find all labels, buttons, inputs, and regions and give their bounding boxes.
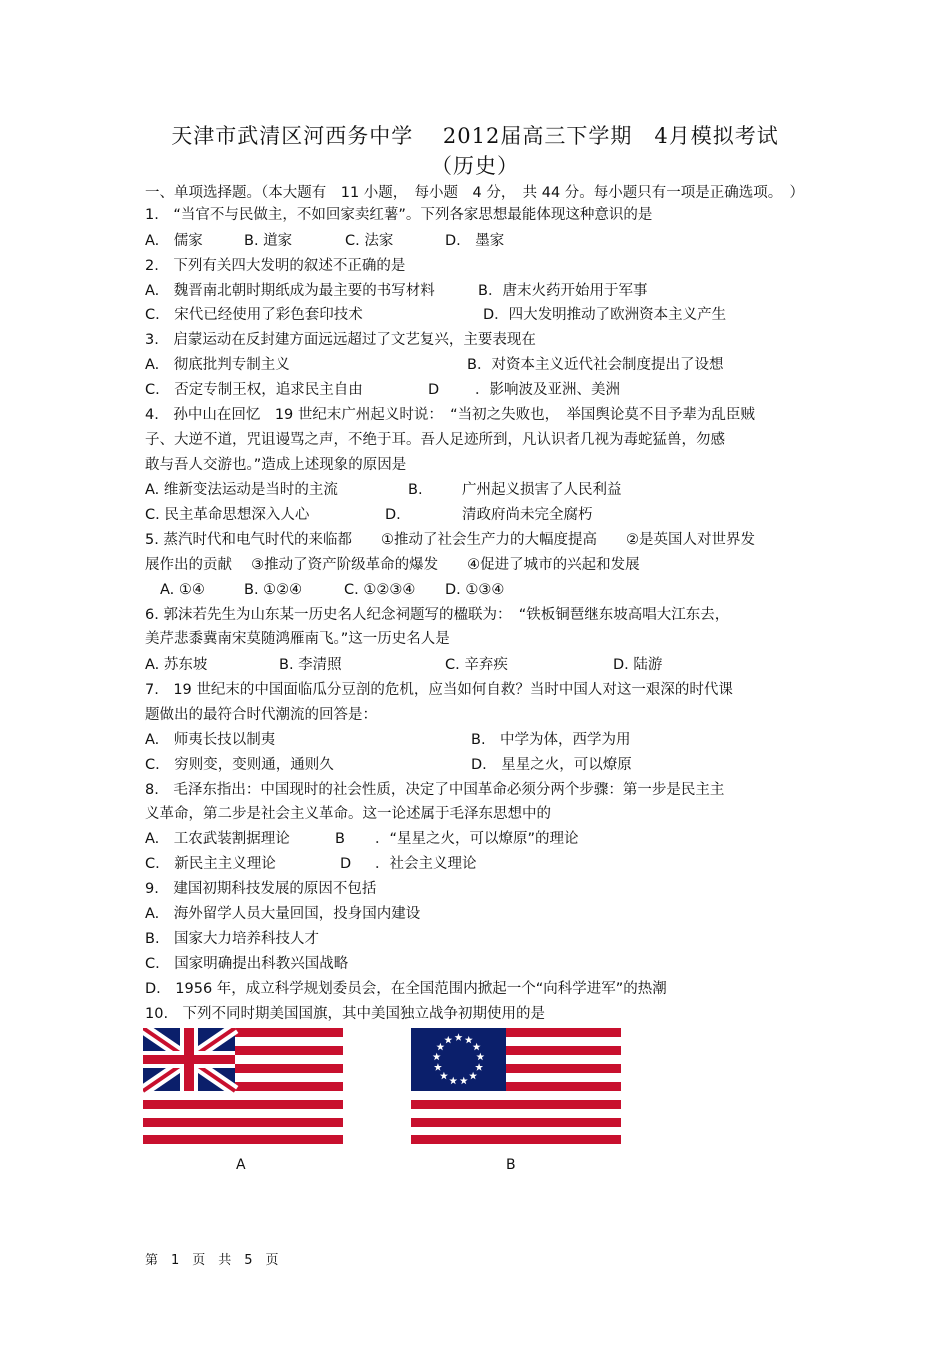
option-c: C. 法家 [345,233,394,249]
exam-subtitle: （历史） [431,154,519,178]
option-a: A. 师夷长技以制夷 [145,732,276,748]
question-8-stem-line2: 义革命，第二步是社会主义革命。这一论述属于毛泽东思想中的 [145,806,551,822]
question-9-option-b: B. 国家大力培养科技人才 [145,931,320,947]
option-c: C. 穷则变，变则通，通则久 [145,757,334,773]
option-d: ．影响波及亚洲、美洲 [475,382,620,398]
option-d: D. 陆游 [613,657,663,673]
section-heading: 一、单项选择题。（本大题有 11 小题， 每小题 4 分， 共 44 分。每小题只有一项是正确选项。 ） [145,185,805,201]
question-4-stem-line3: 敢与吾人交游也。”造成上述现象的原因是 [145,457,407,473]
flag-a-label: A [236,1157,246,1173]
option-c: C. ①②③④ [344,582,416,598]
option-d: D. ①③④ [445,582,505,598]
question-10-stem: 10. 下列不同时期美国国旗，其中美国独立战争初期使用的是 [145,1006,546,1022]
option-b: B. 李清照 [279,657,342,673]
question-9-stem: 9. 建国初期科技发展的原因不包括 [145,881,377,897]
option-b: B. 道家 [244,233,293,249]
option-b: B．唐末火药开始用于军事 [478,283,648,299]
question-6-stem-line2: 美芹悲黍冀南宋莫随鸿雁南飞。”这一历史名人是 [145,631,450,647]
question-4-stem-line2: 子、大逆不道，咒诅谩骂之声，不绝于耳。吾人足迹所到，凡认识者几视为毒蛇猛兽，勿感 [145,432,725,448]
option-d-letter: D [428,382,440,398]
option-a: A. 彻底批判专制主义 [145,357,290,373]
question-9-option-c: C. 国家明确提出科教兴国战略 [145,956,349,972]
option-d: D．四大发明推动了欧洲资本主义产生 [483,307,727,323]
option-c: C. 否定专制王权，追求民主自由 [145,382,363,398]
question-5-stem-line1: 5. 蒸汽时代和电气时代的来临都 ①推动了社会生产力的大幅度提高 ②是英国人对世界发 [145,532,755,548]
option-a: A. 工农武装割据理论 [145,831,290,847]
flag-b-label: B [506,1157,516,1173]
flag-b-betsy-ross [411,1028,621,1144]
question-6-stem-line1: 6. 郭沫若先生为山东某一历史名人纪念祠题写的楹联为： “铁板铜琶继东坡高唱大江东去， [145,607,730,623]
question-7-stem-line2: 题做出的最符合时代潮流的回答是： [145,707,377,723]
question-8-stem-line1: 8. 毛泽东指出：中国现时的社会性质，决定了中国革命必须分两个步骤：第一步是民主主 [145,782,725,798]
option-d: D. 星星之火，可以燎原 [471,757,632,773]
page-footer: 第 1 页 共 5 页 [145,1253,279,1268]
question-9-option-d: D. 1956 年，成立科学规划委员会，在全国范围内掀起一个“向科学进军”的热潮 [145,981,667,997]
flag-a-grand-union [143,1028,343,1144]
option-b: B. ①②④ [244,582,303,598]
option-b: 广州起义损害了人民利益 [462,482,622,498]
question-5-stem-line2: 展作出的贡献 ③推动了资产阶级革命的爆发 ④促进了城市的兴起和发展 [145,557,640,573]
option-b-letter: B. [408,482,423,498]
option-a: A. ①④ [160,582,205,598]
option-d-letter: D [340,856,352,872]
question-4-stem-line1: 4. 孙中山在回忆 19 世纪末广州起义时说： “当初之失败也， 举国舆论莫不目予辈为乱臣贼 [145,407,755,423]
question-9-option-a: A. 海外留学人员大量回国，投身国内建设 [145,906,421,922]
option-d: 清政府尚未完全腐朽 [462,507,593,523]
question-2-stem: 2. 下列有关四大发明的叙述不正确的是 [145,258,406,274]
option-b: B. 中学为体，西学为用 [471,732,631,748]
option-b: ．“星星之火，可以燎原”的理论 [375,831,579,847]
option-a: A. 苏东坡 [145,657,208,673]
option-c: C. 民主革命思想深入人心 [145,507,310,523]
option-a: A. 魏晋南北朝时期纸成为最主要的书写材料 [145,283,435,299]
option-d-letter: D. [385,507,401,523]
question-7-stem-line1: 7. 19 世纪末的中国面临瓜分豆剖的危机，应当如何自救？当时中国人对这一艰深的时代课 [145,682,733,698]
question-1-stem: 1. “当官不与民做主，不如回家卖红薯”。下列各家思想最能体现这种意识的是 [145,207,653,223]
option-a: A. 儒家 [145,233,203,249]
option-b-letter: B [335,831,345,847]
option-c: C. 辛弃疾 [445,657,508,673]
question-3-stem: 3. 启蒙运动在反封建方面远远超过了文艺复兴，主要表现在 [145,332,536,348]
option-d: D. 墨家 [445,233,505,249]
option-d: ．社会主义理论 [375,856,477,872]
exam-title: 天津市武清区河西务中学 2012届高三下学期 4月模拟考试 [171,124,779,148]
option-c: C. 新民主主义理论 [145,856,276,872]
option-a: A. 维新变法运动是当时的主流 [145,482,338,498]
option-c: C. 宋代已经使用了彩色套印技术 [145,307,363,323]
option-b: B．对资本主义近代社会制度提出了设想 [467,357,724,373]
